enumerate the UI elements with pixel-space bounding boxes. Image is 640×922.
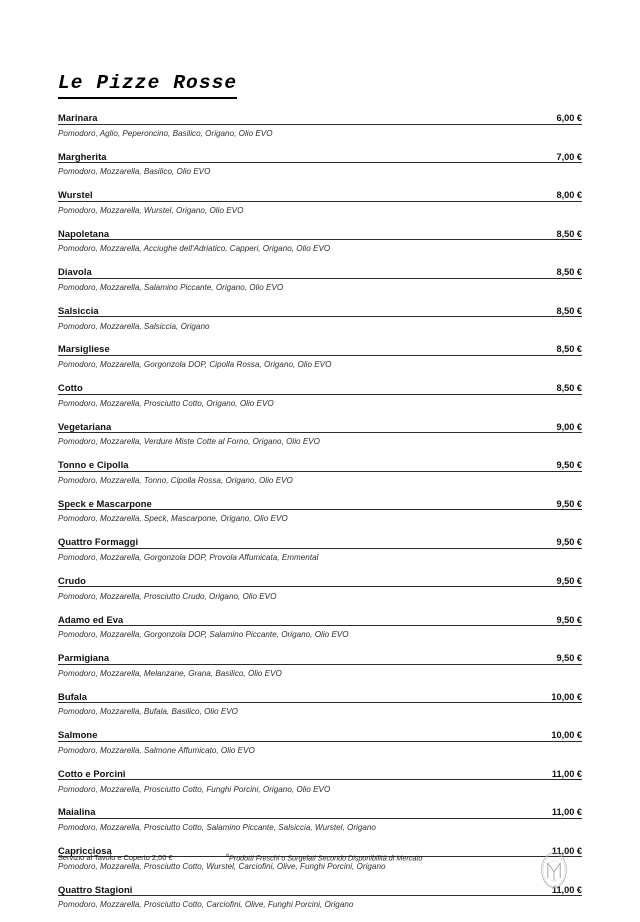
menu-item-name: Salmone bbox=[58, 729, 98, 741]
menu-item-description: Pomodoro, Mozzarella, Wurstel, Origano, Olio EVO bbox=[58, 205, 244, 215]
service-charge-note: Servizio al Tavolo e Coperto 2,00 € bbox=[58, 853, 173, 862]
menu-item bbox=[58, 343, 582, 369]
menu-item-description: Pomodoro, Mozzarella, Prosciutto Crudo, Origano, Olio EVO bbox=[58, 591, 277, 601]
menu-item bbox=[58, 806, 582, 832]
menu-item-price: 9,00 € bbox=[556, 421, 582, 432]
menu-item-header bbox=[58, 151, 582, 164]
menu-item bbox=[58, 305, 582, 331]
menu-item bbox=[58, 652, 582, 678]
menu-item-description: Pomodoro, Mozzarella, Prosciutto Cotto, Funghi Porcini, Origano, Olio EVO bbox=[58, 784, 331, 794]
menu-item bbox=[58, 498, 582, 524]
menu-item-price: 6,00 € bbox=[556, 113, 582, 123]
menu-item-description: Pomodoro, Mozzarella, Prosciutto Cotto, Wurstel, Carciofini, Olive, Funghi Porcini, Origano bbox=[58, 861, 386, 871]
footer-row bbox=[58, 853, 582, 867]
menu-item-description: Pomodoro, Mozzarella, Speck, Mascarpone, Origano, Olio EVO bbox=[58, 514, 288, 524]
menu-item-price: 8,50 € bbox=[556, 305, 582, 316]
menu-item-list bbox=[58, 112, 582, 922]
menu-item-description: Pomodoro, Mozzarella, Gorgonzola DOP, Provola Affumicata, Emmental bbox=[58, 553, 319, 563]
menu-item-price: 11,00 € bbox=[551, 768, 582, 779]
menu-item-name: Vegetariana bbox=[58, 420, 112, 432]
menu-item-price: 10,00 € bbox=[551, 691, 582, 702]
menu-item bbox=[58, 459, 582, 485]
menu-item-header bbox=[58, 536, 582, 549]
menu-item-header bbox=[58, 729, 582, 742]
menu-item-header bbox=[58, 343, 582, 356]
menu-item-description: Pomodoro, Aglio, Peperoncino, Basilico, Origano, Olio EVO bbox=[58, 128, 273, 138]
menu-item-price: 9,50 € bbox=[556, 653, 582, 664]
menu-item-header bbox=[58, 305, 582, 318]
menu-item bbox=[58, 536, 582, 562]
menu-item-price: 9,50 € bbox=[556, 498, 582, 509]
menu-item-header bbox=[58, 652, 582, 665]
menu-item-description: Pomodoro, Mozzarella, Melanzane, Grana, Basilico, Olio EVO bbox=[58, 668, 282, 678]
menu-item-name: Adamo ed Eva bbox=[58, 613, 124, 625]
menu-item-header bbox=[58, 614, 582, 627]
menu-item-header bbox=[58, 575, 582, 588]
menu-item-name: Napoletana bbox=[58, 227, 110, 239]
menu-item-header bbox=[58, 112, 582, 125]
menu-item-name: Parmigiana bbox=[58, 652, 110, 664]
menu-item-price: 10,00 € bbox=[551, 730, 582, 741]
menu-item-name: Quattro Stagioni bbox=[58, 883, 133, 895]
menu-item bbox=[58, 112, 582, 138]
menu-item-description: Pomodoro, Mozzarella, Prosciutto Cotto, Salamino Piccante, Salsiccia, Wurstel, Origano bbox=[58, 823, 376, 833]
menu-item-header bbox=[58, 228, 582, 241]
menu-item bbox=[58, 151, 582, 177]
menu-item bbox=[58, 382, 582, 408]
menu-item-description: Pomodoro, Mozzarella, Tonno, Cipolla Rossa, Origano, Olio EVO bbox=[58, 475, 293, 485]
freshness-disclaimer-text: Prodotti Freschi o Surgelati Secondo Disponibilità di Mercato bbox=[229, 853, 423, 863]
menu-item-name: Speck e Mascarpone bbox=[58, 497, 152, 509]
menu-item-header bbox=[58, 691, 582, 704]
menu-item-price: 11,00 € bbox=[551, 807, 582, 818]
menu-item-description: Pomodoro, Mozzarella, Prosciutto Cotto, Origano, Olio EVO bbox=[58, 398, 274, 408]
menu-item-price: 11,00 € bbox=[551, 884, 582, 895]
menu-item-price: 11,00 € bbox=[551, 845, 582, 856]
menu-item-header bbox=[58, 459, 582, 472]
menu-item-header bbox=[58, 806, 582, 819]
menu-item-price: 8,50 € bbox=[556, 344, 582, 355]
menu-item-header bbox=[58, 189, 582, 202]
menu-item-name: Bufala bbox=[58, 690, 88, 702]
menu-item-price: 9,50 € bbox=[556, 614, 582, 625]
menu-item-name: Salsiccia bbox=[58, 304, 99, 316]
freshness-marker-icon: # bbox=[226, 853, 229, 859]
menu-item-description: Pomodoro, Mozzarella, Basilico, Olio EVO bbox=[58, 167, 211, 177]
menu-item-name: Diavola bbox=[58, 266, 92, 278]
menu-item-name: Capricciosa bbox=[58, 844, 112, 856]
menu-item bbox=[58, 266, 582, 292]
menu-item-price: 9,50 € bbox=[556, 537, 582, 548]
menu-item-price: 9,50 € bbox=[556, 575, 582, 586]
menu-item-description: Pomodoro, Mozzarella, Salmone Affumicato, Olio EVO bbox=[58, 745, 255, 755]
menu-item bbox=[58, 768, 582, 794]
menu-item bbox=[58, 614, 582, 640]
menu-item-header bbox=[58, 884, 582, 897]
menu-item bbox=[58, 884, 582, 910]
menu-item-description: Pomodoro, Mozzarella, Gorgonzola DOP, Salamino Piccante, Origano, Olio EVO bbox=[58, 630, 349, 640]
menu-item bbox=[58, 575, 582, 601]
menu-item-name: Quattro Formaggi bbox=[58, 536, 139, 548]
menu-item-description: Pomodoro, Mozzarella, Salamino Piccante, Origano, Olio EVO bbox=[58, 283, 284, 292]
menu-item-header bbox=[58, 421, 582, 434]
menu-item-name: Marinara bbox=[58, 112, 98, 123]
menu-item-name: Cotto bbox=[58, 382, 83, 394]
restaurant-logo bbox=[537, 848, 571, 892]
menu-item bbox=[58, 729, 582, 755]
menu-item-name: Crudo bbox=[58, 574, 86, 586]
menu-item-name: Cotto e Porcini bbox=[58, 767, 126, 779]
freshness-disclaimer bbox=[226, 853, 422, 862]
menu-item-header bbox=[58, 382, 582, 395]
menu-item-name: Margherita bbox=[58, 150, 107, 162]
menu-item-header bbox=[58, 768, 582, 781]
menu-item-price: 8,00 € bbox=[556, 190, 582, 201]
menu-item-description: Pomodoro, Mozzarella, Verdure Miste Cotte al Forno, Origano, Olio EVO bbox=[58, 437, 320, 447]
page-footer bbox=[58, 853, 582, 867]
menu-item-header bbox=[58, 266, 582, 279]
menu-item-description: Pomodoro, Mozzarella, Gorgonzola DOP, Cipolla Rossa, Origano, Olio EVO bbox=[58, 360, 332, 370]
menu-item-name: Maialina bbox=[58, 806, 96, 818]
menu-item bbox=[58, 421, 582, 447]
menu-item-description: Pomodoro, Mozzarella, Salsiccia, Origano bbox=[58, 321, 210, 331]
menu-item-name: Marsigliese bbox=[58, 343, 110, 355]
page-title: Le Pizze Rosse bbox=[58, 72, 237, 99]
menu-item bbox=[58, 189, 582, 215]
menu-item-description: Pomodoro, Mozzarella, Bufala, Basilico, Olio EVO bbox=[58, 707, 238, 717]
menu-item-description: Pomodoro, Mozzarella, Prosciutto Cotto, Carciofini, Olive, Funghi Porcini, Origano bbox=[58, 900, 354, 910]
menu-item-price: 8,50 € bbox=[556, 228, 582, 239]
menu-item-header bbox=[58, 498, 582, 511]
menu-item bbox=[58, 691, 582, 717]
menu-item-price: 9,50 € bbox=[556, 460, 582, 471]
menu-item bbox=[58, 228, 582, 254]
menu-item-name: Tonno e Cipolla bbox=[58, 459, 129, 471]
menu-item-description: Pomodoro, Mozzarella, Acciughe dell'Adriatico, Capperi, Origano, Olio EVO bbox=[58, 244, 331, 254]
menu-item-price: 8,50 € bbox=[556, 383, 582, 394]
menu-item-price: 8,50 € bbox=[556, 267, 582, 278]
menu-item-price: 7,00 € bbox=[556, 151, 582, 162]
menu-item-name: Wurstel bbox=[58, 189, 93, 201]
